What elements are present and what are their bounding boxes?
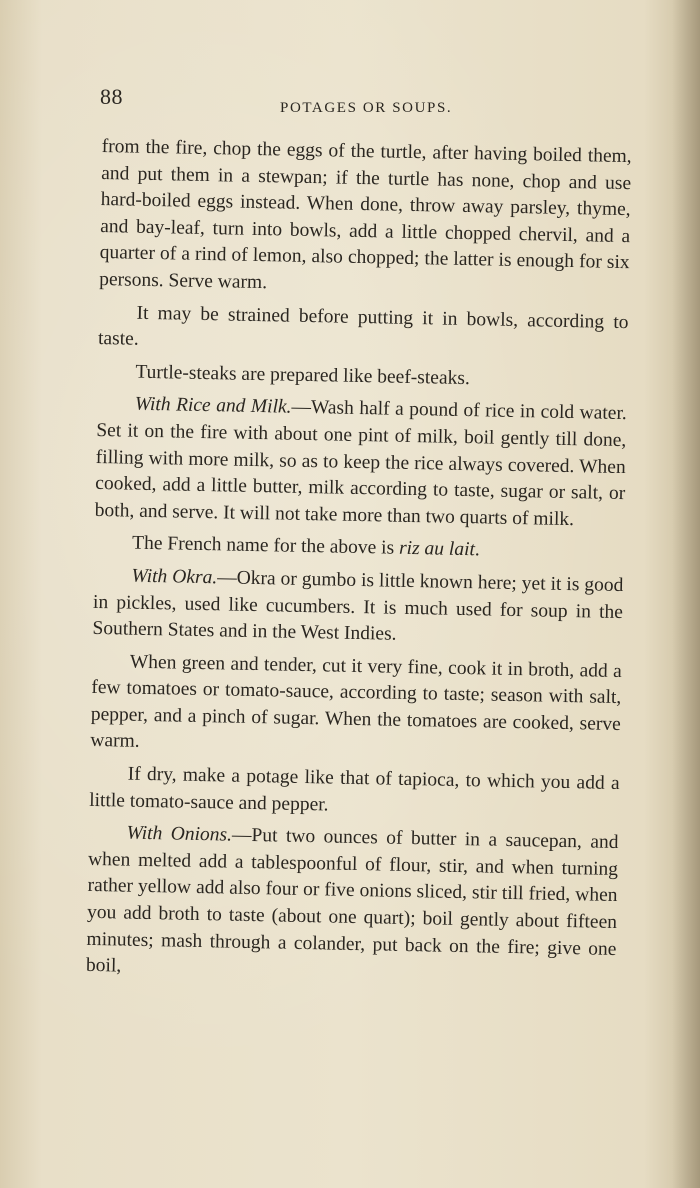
paragraph-text: Turtle-steaks are prepared like beef-steaks. xyxy=(135,361,471,389)
running-title: POTAGES OR SOUPS. xyxy=(280,100,453,116)
paragraph-text: —Wash half a pound of rice in cold water. Set it on the fire with about one pint of milk, boil gently till done, filling with more milk, so as to keep the rice always covered. When cooked, add a little butter, milk according to taste, sugar or salt, or both, and serve. It will not take more than two quarts of milk. xyxy=(94,397,627,530)
paragraph-text: The French name for the above is xyxy=(131,532,400,560)
paragraph-turtle-steaks xyxy=(97,359,627,396)
paragraph-french-name xyxy=(94,530,624,567)
paragraph-text: It may be strained before putting it in bowls, according to taste. xyxy=(97,302,629,350)
paragraph-okra xyxy=(92,563,623,653)
paragraph-okra-dry xyxy=(89,761,620,824)
paragraph-turtle-continued xyxy=(99,134,632,304)
paragraph-text: If dry, make a potage like that of tapioca, to which you add a little tomato-sauce and pepper. xyxy=(89,763,620,816)
recipe-heading-okra: With Okra. xyxy=(131,565,218,589)
page-body xyxy=(86,134,632,996)
paragraph-rice-and-milk xyxy=(95,391,627,534)
recipe-heading-onions: With Onions. xyxy=(126,822,233,846)
paragraph-text: —Put two ounces of butter in a saucepan, and when melted add a tablespoonful of flour, stir, and when turning rather yellow add also four or five onions sliced, stir till fried, when you add broth to taste (about one quart); boil gently about fifteen minutes; mash through a colander, put back on the fire; give one boil, xyxy=(85,824,619,977)
paragraph-text: —Okra or gumbo is little known here; yet it is good in pickles, used like cucumbers. It is much used for soup in the Southern States and in the West Indies. xyxy=(92,567,624,645)
paragraph-onions xyxy=(86,820,619,990)
recipe-heading-rice-and-milk: With Rice and Milk. xyxy=(134,394,292,419)
paragraph-strain xyxy=(98,300,629,363)
paragraph-text-end: . xyxy=(474,539,480,561)
paragraph-text: from the fire, chop the eggs of the turtle, after having boiled them, and put them in a stewpan; if the turtle has none, chop and use hard-boiled eggs instead. When done, throw away parsley, thyme, and bay-leaf, turn into bowls, add a little chopped chervil, and a quarter of a rind of lemon, also chopped; the latter is enough for six persons. Serve warm. xyxy=(99,135,632,294)
paragraph-okra-green xyxy=(90,649,622,766)
paragraph-text: When green and tender, cut it very fine, cook it in broth, add a few tomatoes or tomato-sauce, according to taste; season with salt, pepper, and a pinch of sugar. When the tomatoes are cooked, serve warm. xyxy=(90,651,622,753)
french-term: riz au lait xyxy=(398,538,476,561)
page-number: 88 xyxy=(100,84,123,109)
